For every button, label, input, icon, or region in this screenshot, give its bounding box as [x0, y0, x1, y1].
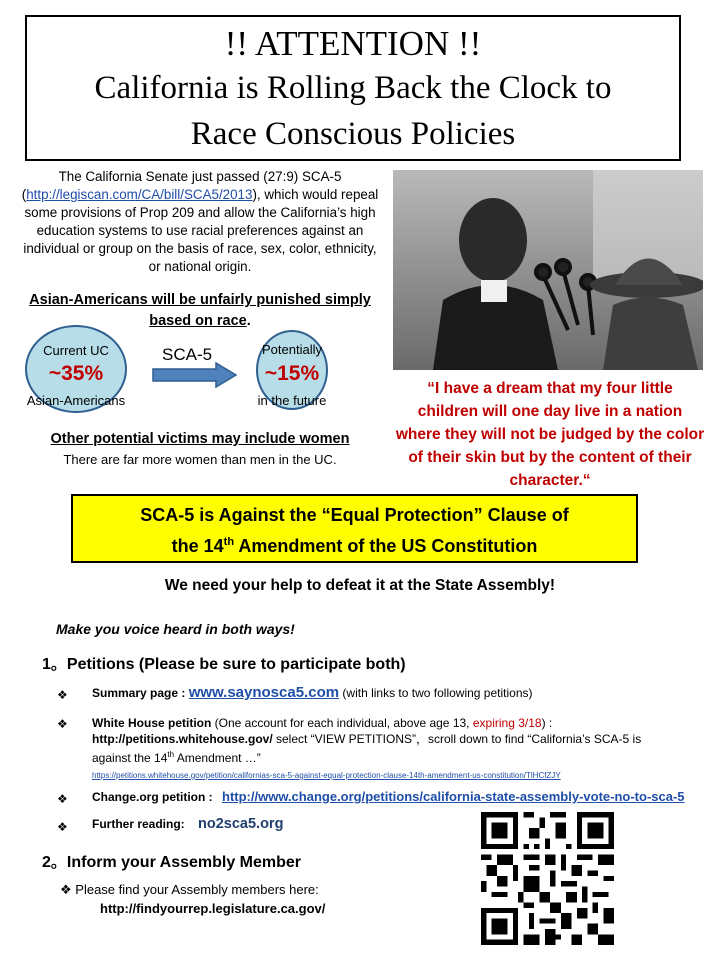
assembly-heading: 2。Inform your Assembly Member: [42, 854, 302, 871]
banner-line-2: [73, 529, 636, 560]
whitehouse-long-link-row: [92, 766, 561, 784]
future-sub: in the future: [257, 393, 327, 408]
asian-heading-period: .: [246, 313, 251, 329]
title-box: [25, 15, 681, 161]
title-line-1: !! ATTENTION !!: [224, 24, 482, 63]
saynosca5-link[interactable]: www.saynosca5.com: [188, 684, 340, 701]
title-line-3: Race Conscious Policies: [190, 116, 516, 152]
whitehouse-petition-item: [92, 715, 662, 766]
current-uc-group: Asian-Americans: [26, 393, 126, 408]
other-victims-heading: Other potential victims may include women: [50, 431, 350, 447]
further-reading-item: [92, 816, 283, 832]
change-org-label: Change.org petition :: [92, 790, 213, 804]
intro-text-start: The California Senate just passed (27:9) SCA-5 (: [21, 169, 342, 202]
summary-note: (with links to two following petitions): [342, 686, 533, 700]
whitehouse-instruction-end: Amendment …”: [174, 751, 261, 765]
sca5-arrow-label: SCA-5: [162, 345, 213, 364]
asian-heading-text: Asian-Americans will be unfairly punished simply based on race: [29, 292, 371, 329]
current-uc-label: Current UC: [43, 343, 109, 358]
voice-heading: Make you voice heard in both ways!: [56, 621, 295, 637]
change-org-link[interactable]: http://www.change.org/petitions/california-state-assembly-vote-no-to-sca-5: [222, 789, 685, 804]
other-victims-sub: There are far more women than men in the UC.: [63, 452, 337, 467]
whitehouse-note-end: ) :: [541, 716, 553, 730]
whitehouse-expiring: expiring 3/18: [472, 716, 542, 730]
bullet-icon: ❖: [57, 792, 68, 806]
petitions-heading: 1。Petitions (Please be sure to participate both): [42, 656, 406, 673]
banner-line-2-post: Amendment of the US Constitution: [234, 536, 538, 556]
assembly-find-text: Please find your Assembly members here:: [75, 882, 319, 897]
banner-line-1: SCA-5 is Against the “Equal Protection” Clause of: [140, 505, 569, 525]
future-label: Potentially: [262, 342, 322, 357]
bullet-icon: ❖: [57, 717, 68, 731]
assembly-find-item: [60, 882, 319, 898]
summary-page-item: [92, 685, 533, 701]
right-arrow-icon: [152, 362, 238, 388]
future-value: ~15%: [264, 362, 320, 385]
change-org-item: [92, 789, 685, 805]
mlk-photo: [393, 170, 703, 370]
no2sca5-link[interactable]: no2sca5.org: [198, 816, 284, 832]
whitehouse-note: (One account for each individual, above age 13,: [211, 716, 473, 730]
legiscan-link[interactable]: http://legiscan.com/CA/bill/SCA5/2013: [26, 187, 253, 202]
mlk-quote: “I have a dream that my four little children will one day live in a nation where they will not be judged by the color of their skin but by the content of their character.“: [395, 380, 705, 489]
current-uc-value: ~35%: [48, 362, 104, 385]
whitehouse-instruction: select “VIEW PETITIONS”，scroll down to find “California’s SCA-5 is against the 14: [92, 732, 642, 765]
equal-protection-banner: [71, 494, 638, 563]
whitehouse-label: White House petition: [92, 716, 212, 730]
whitehouse-url[interactable]: http://petitions.whitehouse.gov/: [92, 732, 273, 746]
bullet-icon: ❖: [60, 882, 72, 897]
bullet-icon: ❖: [57, 820, 68, 834]
mlk-photo-illustration: [393, 170, 703, 370]
whitehouse-long-link[interactable]: https://petitions.whitehouse.gov/petition/californias-sca-5-against-equal-protection-clause-14th-amendment-us-constitution/TlHCfZJY: [92, 771, 561, 780]
findyourrep-url[interactable]: http://findyourrep.legislature.ca.gov/: [100, 901, 326, 916]
whitehouse-sup: th: [167, 750, 175, 759]
help-heading: We need your help to defeat it at the State Assembly!: [164, 577, 556, 594]
title-line-2: California is Rolling Back the Clock to: [94, 70, 612, 106]
further-reading-label: Further reading:: [92, 817, 185, 831]
bullet-icon: ❖: [57, 688, 68, 702]
intro-paragraph: [20, 168, 380, 276]
intro-text-end: ), which would repeal some provisions of Prop 209 and allow the California’s high education systems to use racial preferences against an individual or group on the basis of race, sex, color, ethnicity, or national origin.: [23, 187, 379, 274]
qr-code-icon: [481, 812, 614, 945]
banner-line-2-pre: the 14: [171, 536, 224, 556]
summary-label: Summary page :: [92, 686, 186, 700]
banner-line-2-sup: th: [223, 536, 235, 548]
